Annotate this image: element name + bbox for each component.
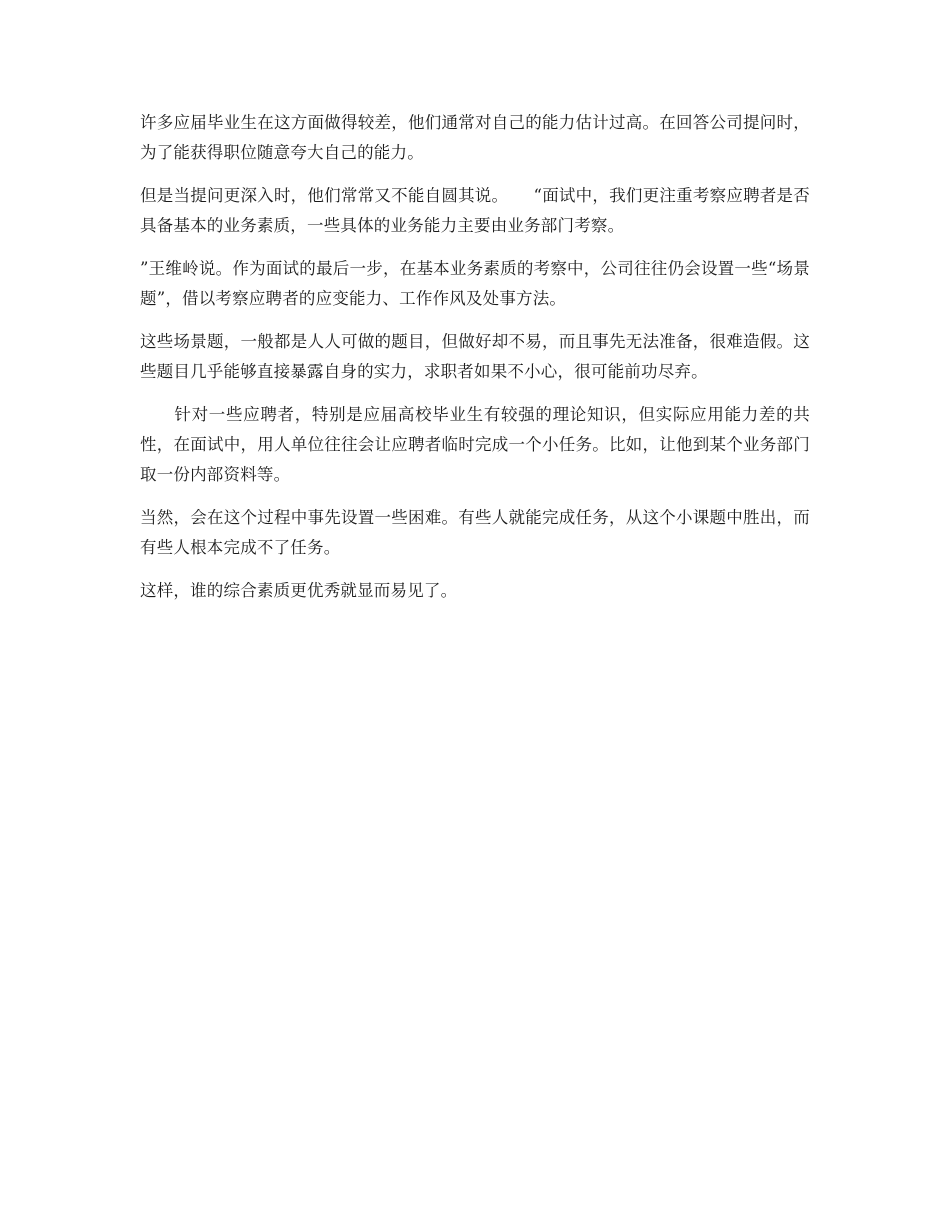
paragraph-5: 针对一些应聘者，特别是应届高校毕业生有较强的理论知识，但实际应用能力差的共性，在面试中，用人单位往往会让应聘者临时完成一个小任务。比如，让他到某个业务部门取一份内部资料等。 [140, 405, 810, 484]
paragraph-2: 但是当提问更深入时，他们常常又不能自圆其说。 “面试中，我们更注重考察应聘者是否具备基本的业务素质，一些具体的业务能力主要由业务部门考察。 [140, 186, 810, 235]
paragraph-6: 当然，会在这个过程中事先设置一些困难。有些人就能完成任务，从这个小课题中胜出，而有些人根本完成不了任务。 [140, 508, 810, 557]
paragraph-7: 这样，谁的综合素质更优秀就显而易见了。 [140, 581, 458, 600]
paragraph-4: 这些场景题，一般都是人人可做的题目，但做好却不易，而且事先无法准备，很难造假。这些题目几乎能够直接暴露自身的实力，求职者如果不小心，很可能前功尽弃。 [140, 332, 810, 381]
paragraph-1: 许多应届毕业生在这方面做得较差，他们通常对自己的能力估计过高。在回答公司提问时，为了能获得职位随意夸大自己的能力。 [140, 113, 810, 162]
paragraph-3: ”王维岭说。作为面试的最后一步，在基本业务素质的考察中，公司往往仍会设置一些“场景题”，借以考察应聘者的应变能力、工作作风及处事方法。 [140, 259, 810, 308]
document-body [140, 108, 810, 619]
